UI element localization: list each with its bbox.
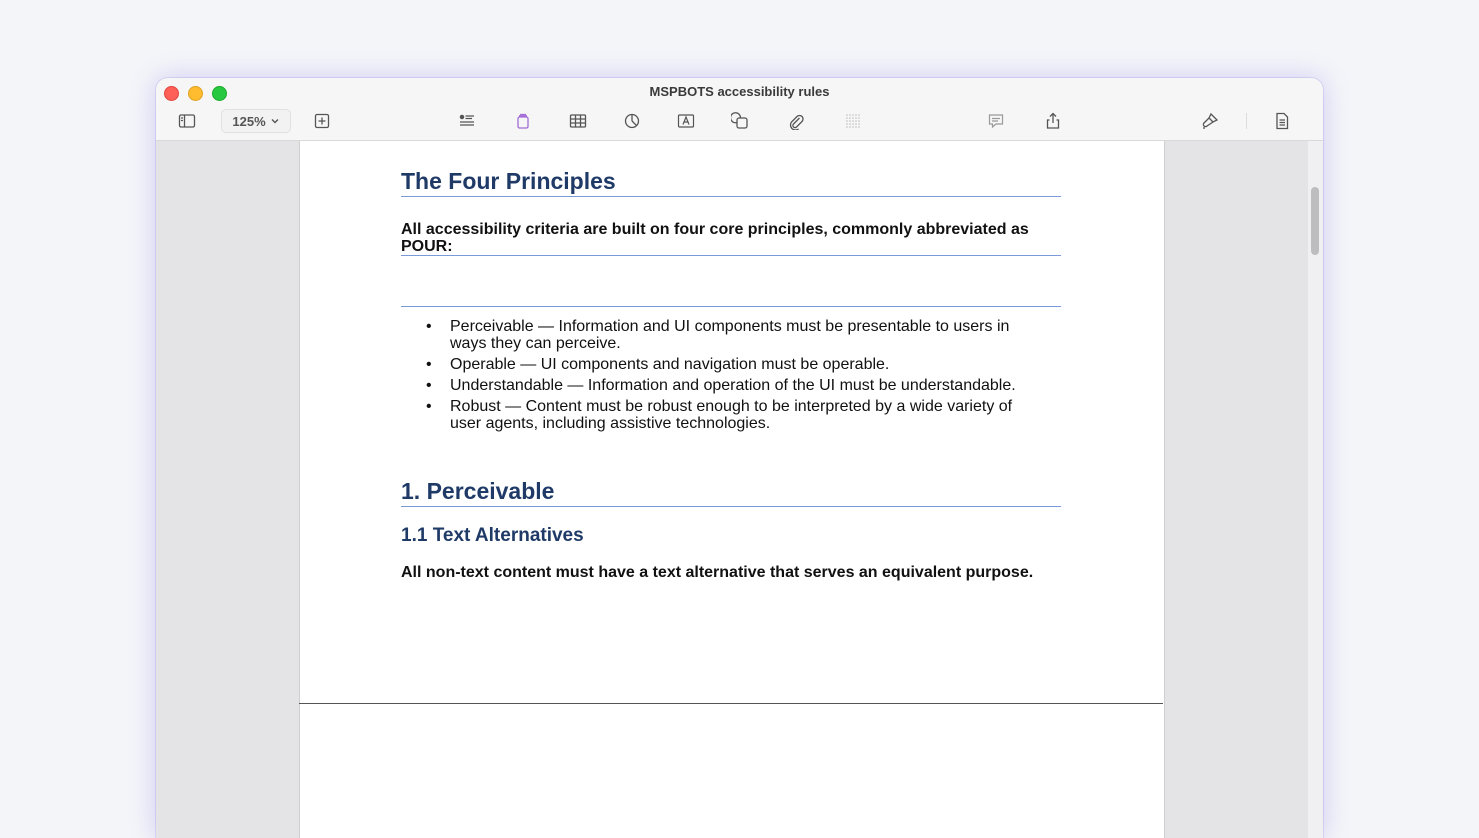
document-page[interactable] [299,141,1165,838]
page-break [299,703,1163,704]
chart-icon[interactable] [621,110,643,132]
text-box-icon[interactable] [675,110,697,132]
text-style-icon[interactable] [512,110,534,132]
heading-text-alternatives[interactable]: 1.1 Text Alternatives [401,525,584,546]
share-icon[interactable] [1042,110,1064,132]
toolbar [156,78,1323,141]
toolbar-divider [1246,113,1247,129]
chevron-down-icon [270,116,280,126]
intro-paragraph[interactable]: All accessibility criteria are built on four core principles, commonly abbreviated as POUR: [401,221,1061,256]
shape-icon[interactable] [729,110,751,132]
app-window [156,78,1323,838]
zoom-select[interactable] [221,109,291,133]
list-item[interactable]: • Understandable — Information and operation of the UI must be understandable. [401,377,1061,394]
scrollbar-thumb[interactable] [1311,187,1319,255]
window-title: MSPBOTS accessibility rules [649,84,830,99]
principles-list [401,318,1061,436]
attachment-icon[interactable] [785,110,807,132]
heading-perceivable[interactable]: 1. Perceivable [401,477,1061,507]
sidebar-toggle-icon[interactable] [176,110,198,132]
document-canvas [156,141,1323,838]
list-item[interactable]: • Perceivable — Information and UI components must be presentable to users in ways they can perceive. [401,318,1061,352]
empty-paragraph-rule [401,306,1061,307]
insert-list-icon[interactable] [456,110,478,132]
vertical-scrollbar[interactable] [1308,141,1323,838]
zoom-value: 125% [232,113,266,129]
text-alternatives-paragraph[interactable]: All non-text content must have a text alternative that serves an equivalent purpose. [401,564,1034,581]
heading-four-principles[interactable]: The Four Principles [401,167,1061,197]
format-brush-icon[interactable] [1199,110,1221,132]
document-icon[interactable] [1271,110,1293,132]
grid-icon[interactable] [842,110,864,132]
table-icon[interactable] [567,110,589,132]
add-page-icon[interactable] [311,110,333,132]
comment-icon[interactable] [985,110,1007,132]
list-item[interactable]: • Robust — Content must be robust enough to be interpreted by a wide variety of user agents, including assistive technologies. [401,398,1061,432]
list-item[interactable]: • Operable — UI components and navigation must be operable. [401,356,1061,373]
